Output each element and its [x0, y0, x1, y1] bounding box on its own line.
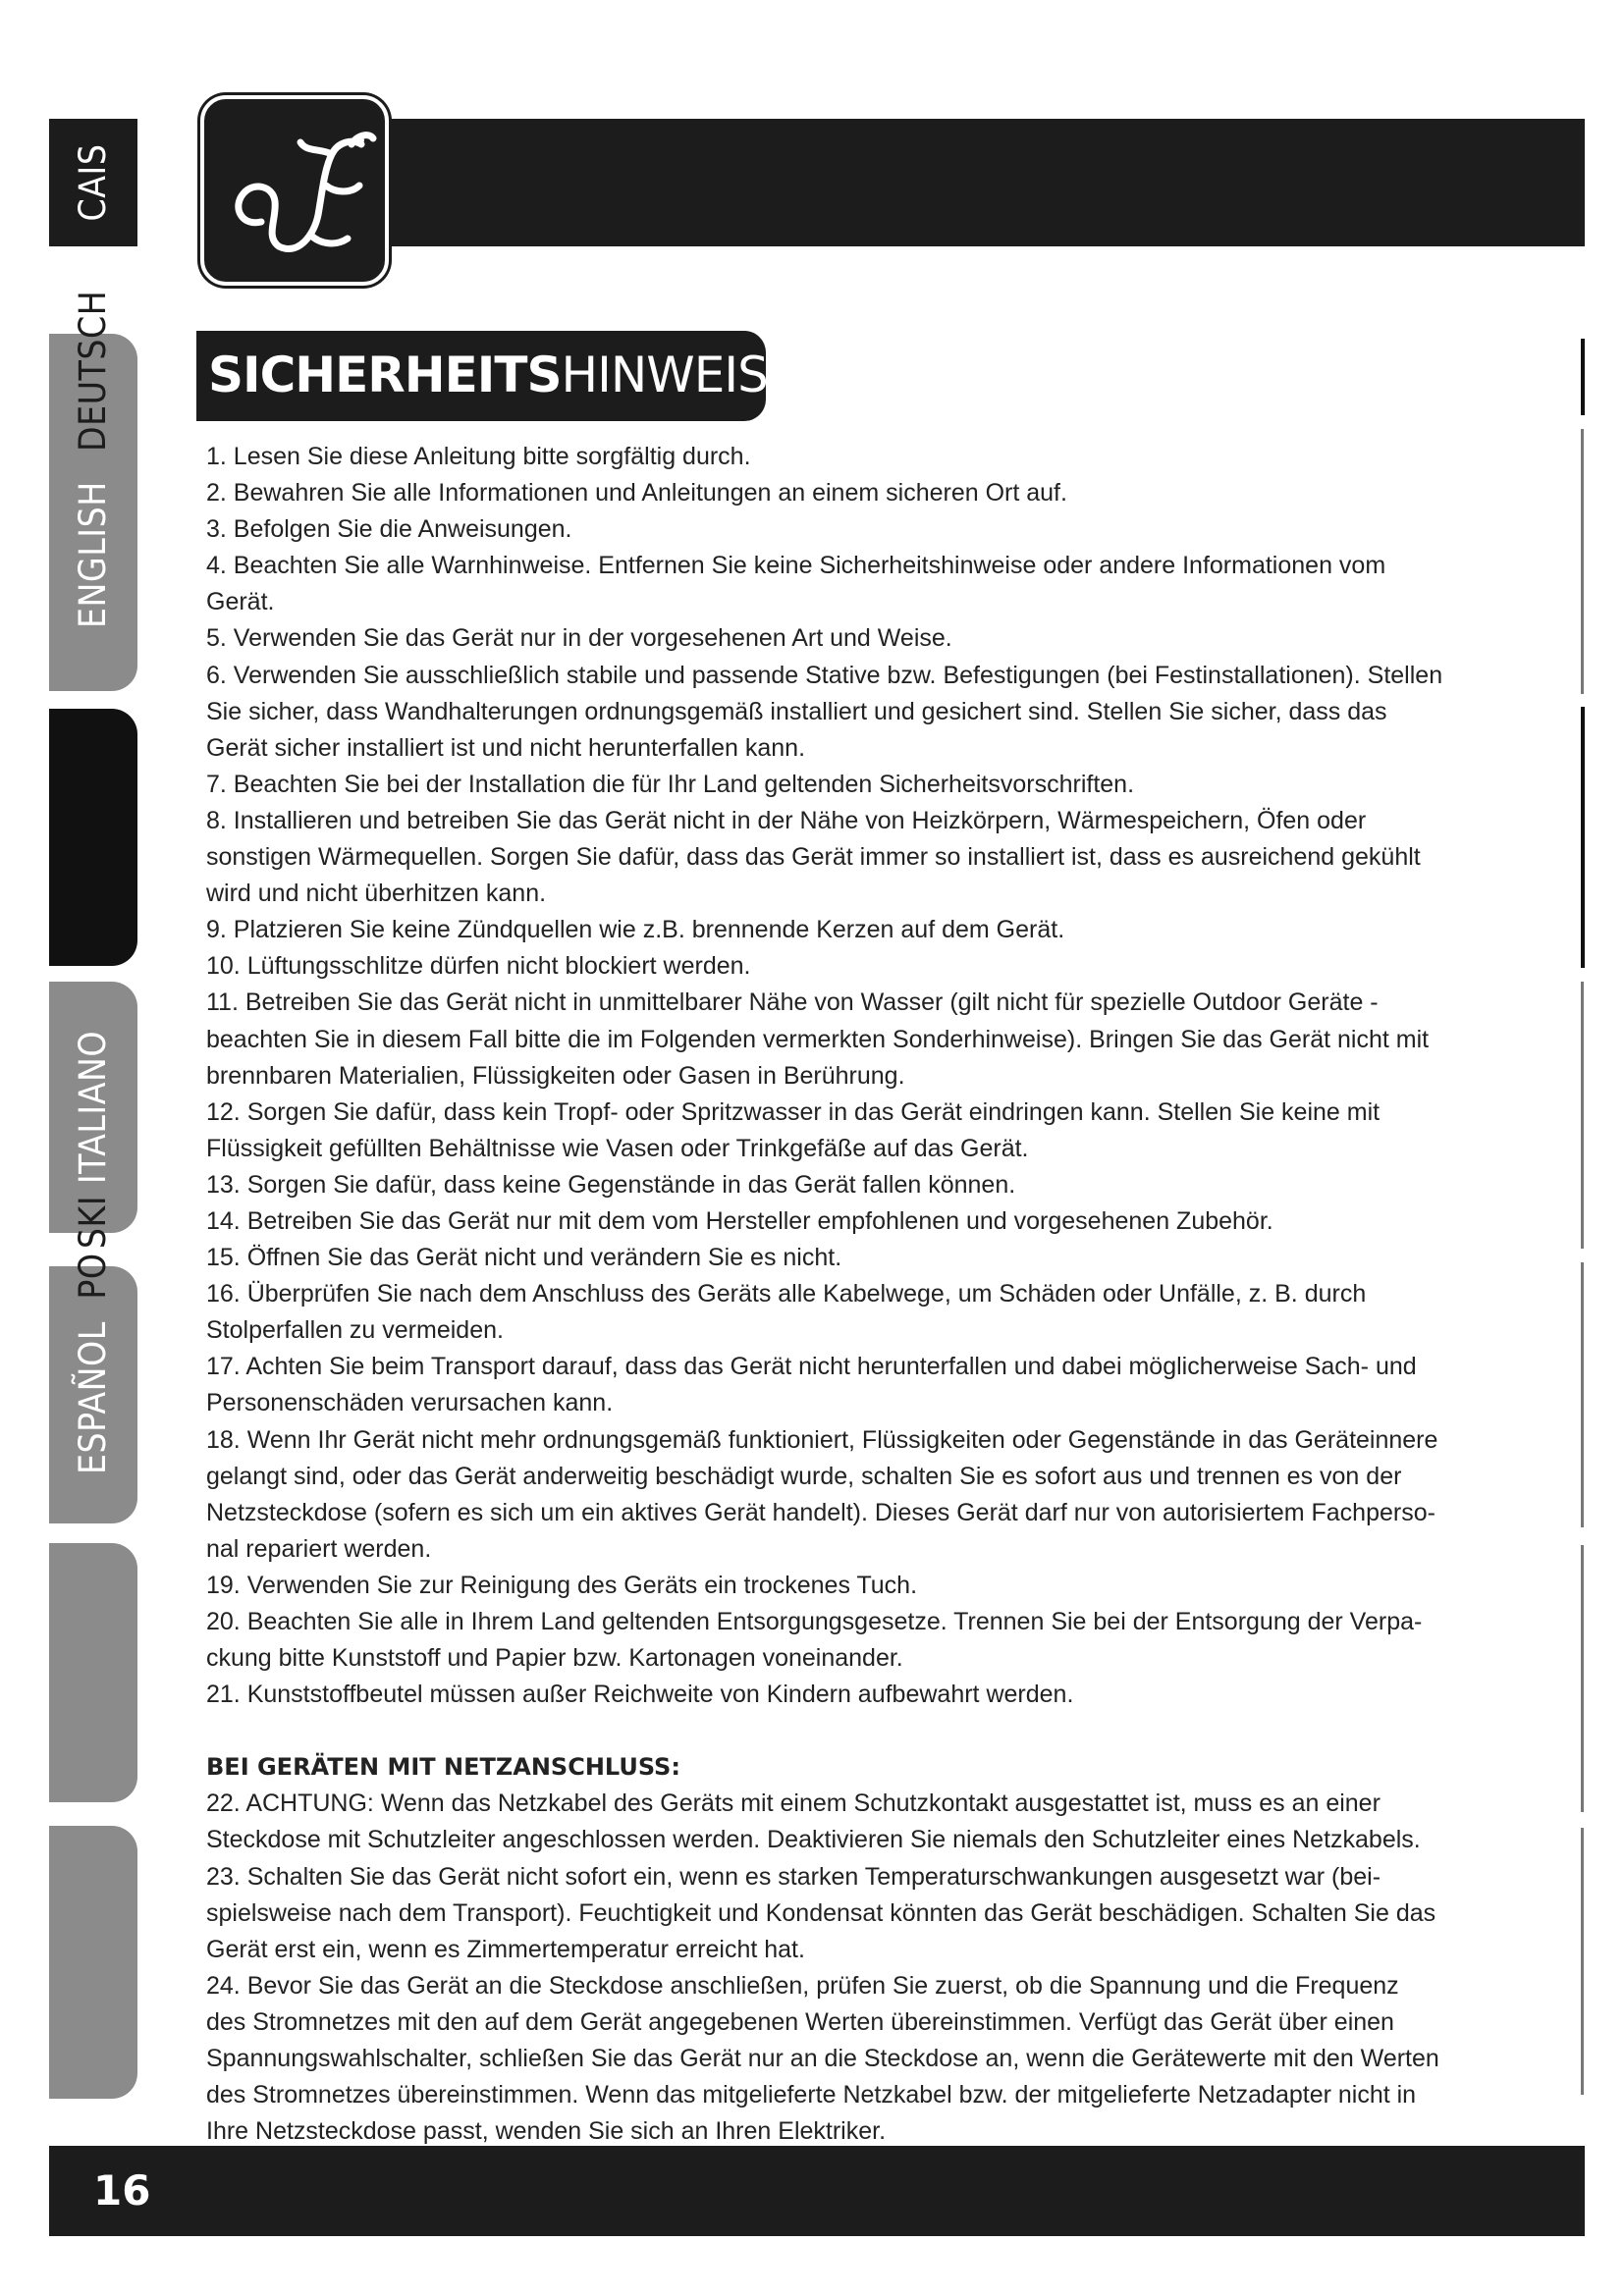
- list-item: 14. Betreiben Sie das Gerät nur mit dem vom Hersteller empfohlenen und vorgesehenen Zubehör.: [206, 1206, 1273, 1235]
- list-item: 13. Sorgen Sie dafür, dass keine Gegenstände in das Gerät fallen können.: [206, 1170, 1016, 1199]
- header-bar: [371, 119, 1585, 246]
- list-item: 3. Befolgen Sie die Anweisungen.: [206, 515, 572, 544]
- list-item: 15. Öffnen Sie das Gerät nicht und verändern Sie es nicht.: [206, 1244, 842, 1272]
- gecko-logo-icon: [200, 95, 389, 286]
- tab-blank-1[interactable]: [49, 1543, 137, 1802]
- section-subheading: BEI GERÄTEN MIT NETZANSCHLUSS:: [206, 1753, 680, 1782]
- list-item: 19. Verwenden Sie zur Reinigung des Geräts ein trockenes Tuch.: [206, 1571, 918, 1599]
- margin-rule: [1581, 982, 1584, 1249]
- tab-deutsch-active[interactable]: [49, 709, 137, 966]
- list-item: 20. Beachten Sie alle in Ihrem Land geltenden Entsorgungsgesetze. Trennen Sie bei der Entsorgung der Verpa-ckung bitte Kunststoff und Papier bzw. Kartonagen voneinander.: [206, 1608, 1423, 1673]
- list-item: 24. Bevor Sie das Gerät an die Steckdose anschließen, prüfen Sie zuerst, ob die Spannung und die Frequenz des Stromnetzes mit den auf dem Gerät angegebenen Werten übereinstimmen. Verfügt das Gerät über einen Spannungswahlschalter, schließen Sie das Gerät nur an die Steckdose an, wenn die Gerätewerte mit den Werten des Stromnetzes übereinstimmen. Wenn das mitgelieferte Netzkabel bzw. der mitgelieferte Netzadapter nicht in Ihre Netzsteckdose passt, wenden Sie sich an Ihren Elektriker.: [206, 1971, 1439, 2146]
- tab-francais-label: CAIS: [72, 143, 114, 222]
- page-title: [196, 331, 814, 421]
- tab-polski-part-label: SKI: [72, 1195, 114, 1250]
- list-item: 5. Verwenden Sie das Gerät nur in der vorgesehenen Art und Weise.: [206, 624, 952, 653]
- list-item: 8. Installieren und betreiben Sie das Gerät nicht in der Nähe von Heizkörpern, Wärmespeichern, Öfen oder sonstigen Wärmequellen. Sorgen Sie dafür, dass das Gerät immer so installiert ist, dass es ausreichend gekühlt wird und nicht überhitzen kann.: [206, 806, 1421, 908]
- safety-instructions: [206, 439, 1443, 2150]
- tab-polski-label: PO: [72, 1253, 114, 1300]
- list-item: 17. Achten Sie beim Transport darauf, dass das Gerät nicht herunterfallen und dabei möglicherweise Sach- und Personenschäden verursachen kann.: [206, 1353, 1417, 1417]
- list-item: 18. Wenn Ihr Gerät nicht mehr ordnungsgemäß funktioniert, Flüssigkeiten oder Gegenstände in das Geräteinnere gelangt sind, oder das Gerät anderweitig beschädigt wurde, schalten Sie es sofort aus und trennen es von der Netzsteckdose (sofern es sich um ein aktives Gerät handelt). Dieses Gerät darf nur von autorisiertem Fachperso-nal repariert werden.: [206, 1425, 1438, 1563]
- list-item: 12. Sorgen Sie dafür, dass kein Tropf- oder Spritzwasser in das Gerät eindringen kann. Stellen Sie keine mit Flüssigkeit gefüllten Behältnisse wie Vasen oder Trinkgefäße auf das Gerät.: [206, 1097, 1380, 1162]
- tab-blank-2[interactable]: [49, 1826, 137, 2099]
- list-item: 10. Lüftungsschlitze dürfen nicht blockiert werden.: [206, 952, 751, 981]
- page-number: 16: [93, 2166, 151, 2215]
- margin-rule: [1581, 339, 1585, 415]
- tab-espanol-label: ESPAÑOL: [72, 1321, 114, 1474]
- list-item: 7. Beachten Sie bei der Installation die für Ihr Land geltenden Sicherheitsvorschriften.: [206, 770, 1135, 798]
- margin-rule: [1581, 1262, 1584, 1527]
- tab-deutsch-label: DEUTSCH: [72, 290, 114, 452]
- footer-bar: [49, 2146, 1585, 2236]
- margin-rule: [1581, 1545, 1584, 1812]
- list-item: 6. Verwenden Sie ausschließlich stabile und passende Stative bzw. Befestigungen (bei Festinstallationen). Stellen Sie sicher, dass Wandhalterungen ordnungsgemäß installiert und gesichert sind. Stellen Sie sicher, dass das Gerät sicher installiert ist und nicht herunterfallen kann.: [206, 661, 1443, 762]
- list-item: 2. Bewahren Sie alle Informationen und Anleitungen an einem sicheren Ort auf.: [206, 479, 1067, 507]
- list-item: 23. Schalten Sie das Gerät nicht sofort ein, wenn es starken Temperaturschwankungen ausgesetzt war (bei-spielsweise nach dem Transport). Feuchtigkeit und Kondensat könnten das Gerät beschädigen. Schalten Sie das Gerät erst ein, wenn es Zimmertemperatur erreicht hat.: [206, 1862, 1436, 1963]
- list-item: 1. Lesen Sie diese Anleitung bitte sorgfältig durch.: [206, 443, 751, 470]
- margin-rule: [1581, 429, 1584, 694]
- margin-rule: [1581, 707, 1585, 968]
- list-item: 22. ACHTUNG: Wenn das Netzkabel des Geräts mit einem Schutzkontakt ausgestattet ist, muss es an einer Steckdose mit Schutzleiter angeschlossen werden. Deaktivieren Sie niemals den Schutzleiter eines Netzkabels.: [206, 1789, 1421, 1854]
- title-bold: SICHERHEITS: [208, 347, 562, 403]
- list-item: 4. Beachten Sie alle Warnhinweise. Entfernen Sie keine Sicherheitshinweise oder andere Informationen vom Gerät.: [206, 552, 1386, 616]
- margin-rule: [1581, 1828, 1584, 2095]
- list-item: 16. Überprüfen Sie nach dem Anschluss des Geräts alle Kabelwege, um Schäden oder Unfälle, z. B. durch Stolperfallen zu vermeiden.: [206, 1280, 1367, 1345]
- tab-italiano-label: ITALIANO: [72, 1030, 114, 1185]
- title-light: HINWEISE:: [561, 347, 814, 403]
- tab-francais[interactable]: [49, 119, 137, 246]
- list-item: 11. Betreiben Sie das Gerät nicht in unmittelbarer Nähe von Wasser (gilt nicht für spezielle Outdoor Geräte - beachten Sie in diesem Fall bitte die im Folgenden vermerkten Sonderhinweise). Bringen Sie das Gerät nicht mit brennbaren Materialien, Flüssigkeiten oder Gasen in Berührung.: [206, 988, 1430, 1090]
- tab-english-label: ENGLISH: [72, 481, 114, 628]
- list-item: 9. Platzieren Sie keine Zündquellen wie z.B. brennende Kerzen auf dem Gerät.: [206, 916, 1065, 944]
- list-item: 21. Kunststoffbeutel müssen außer Reichweite von Kindern aufbewahrt werden.: [206, 1681, 1074, 1709]
